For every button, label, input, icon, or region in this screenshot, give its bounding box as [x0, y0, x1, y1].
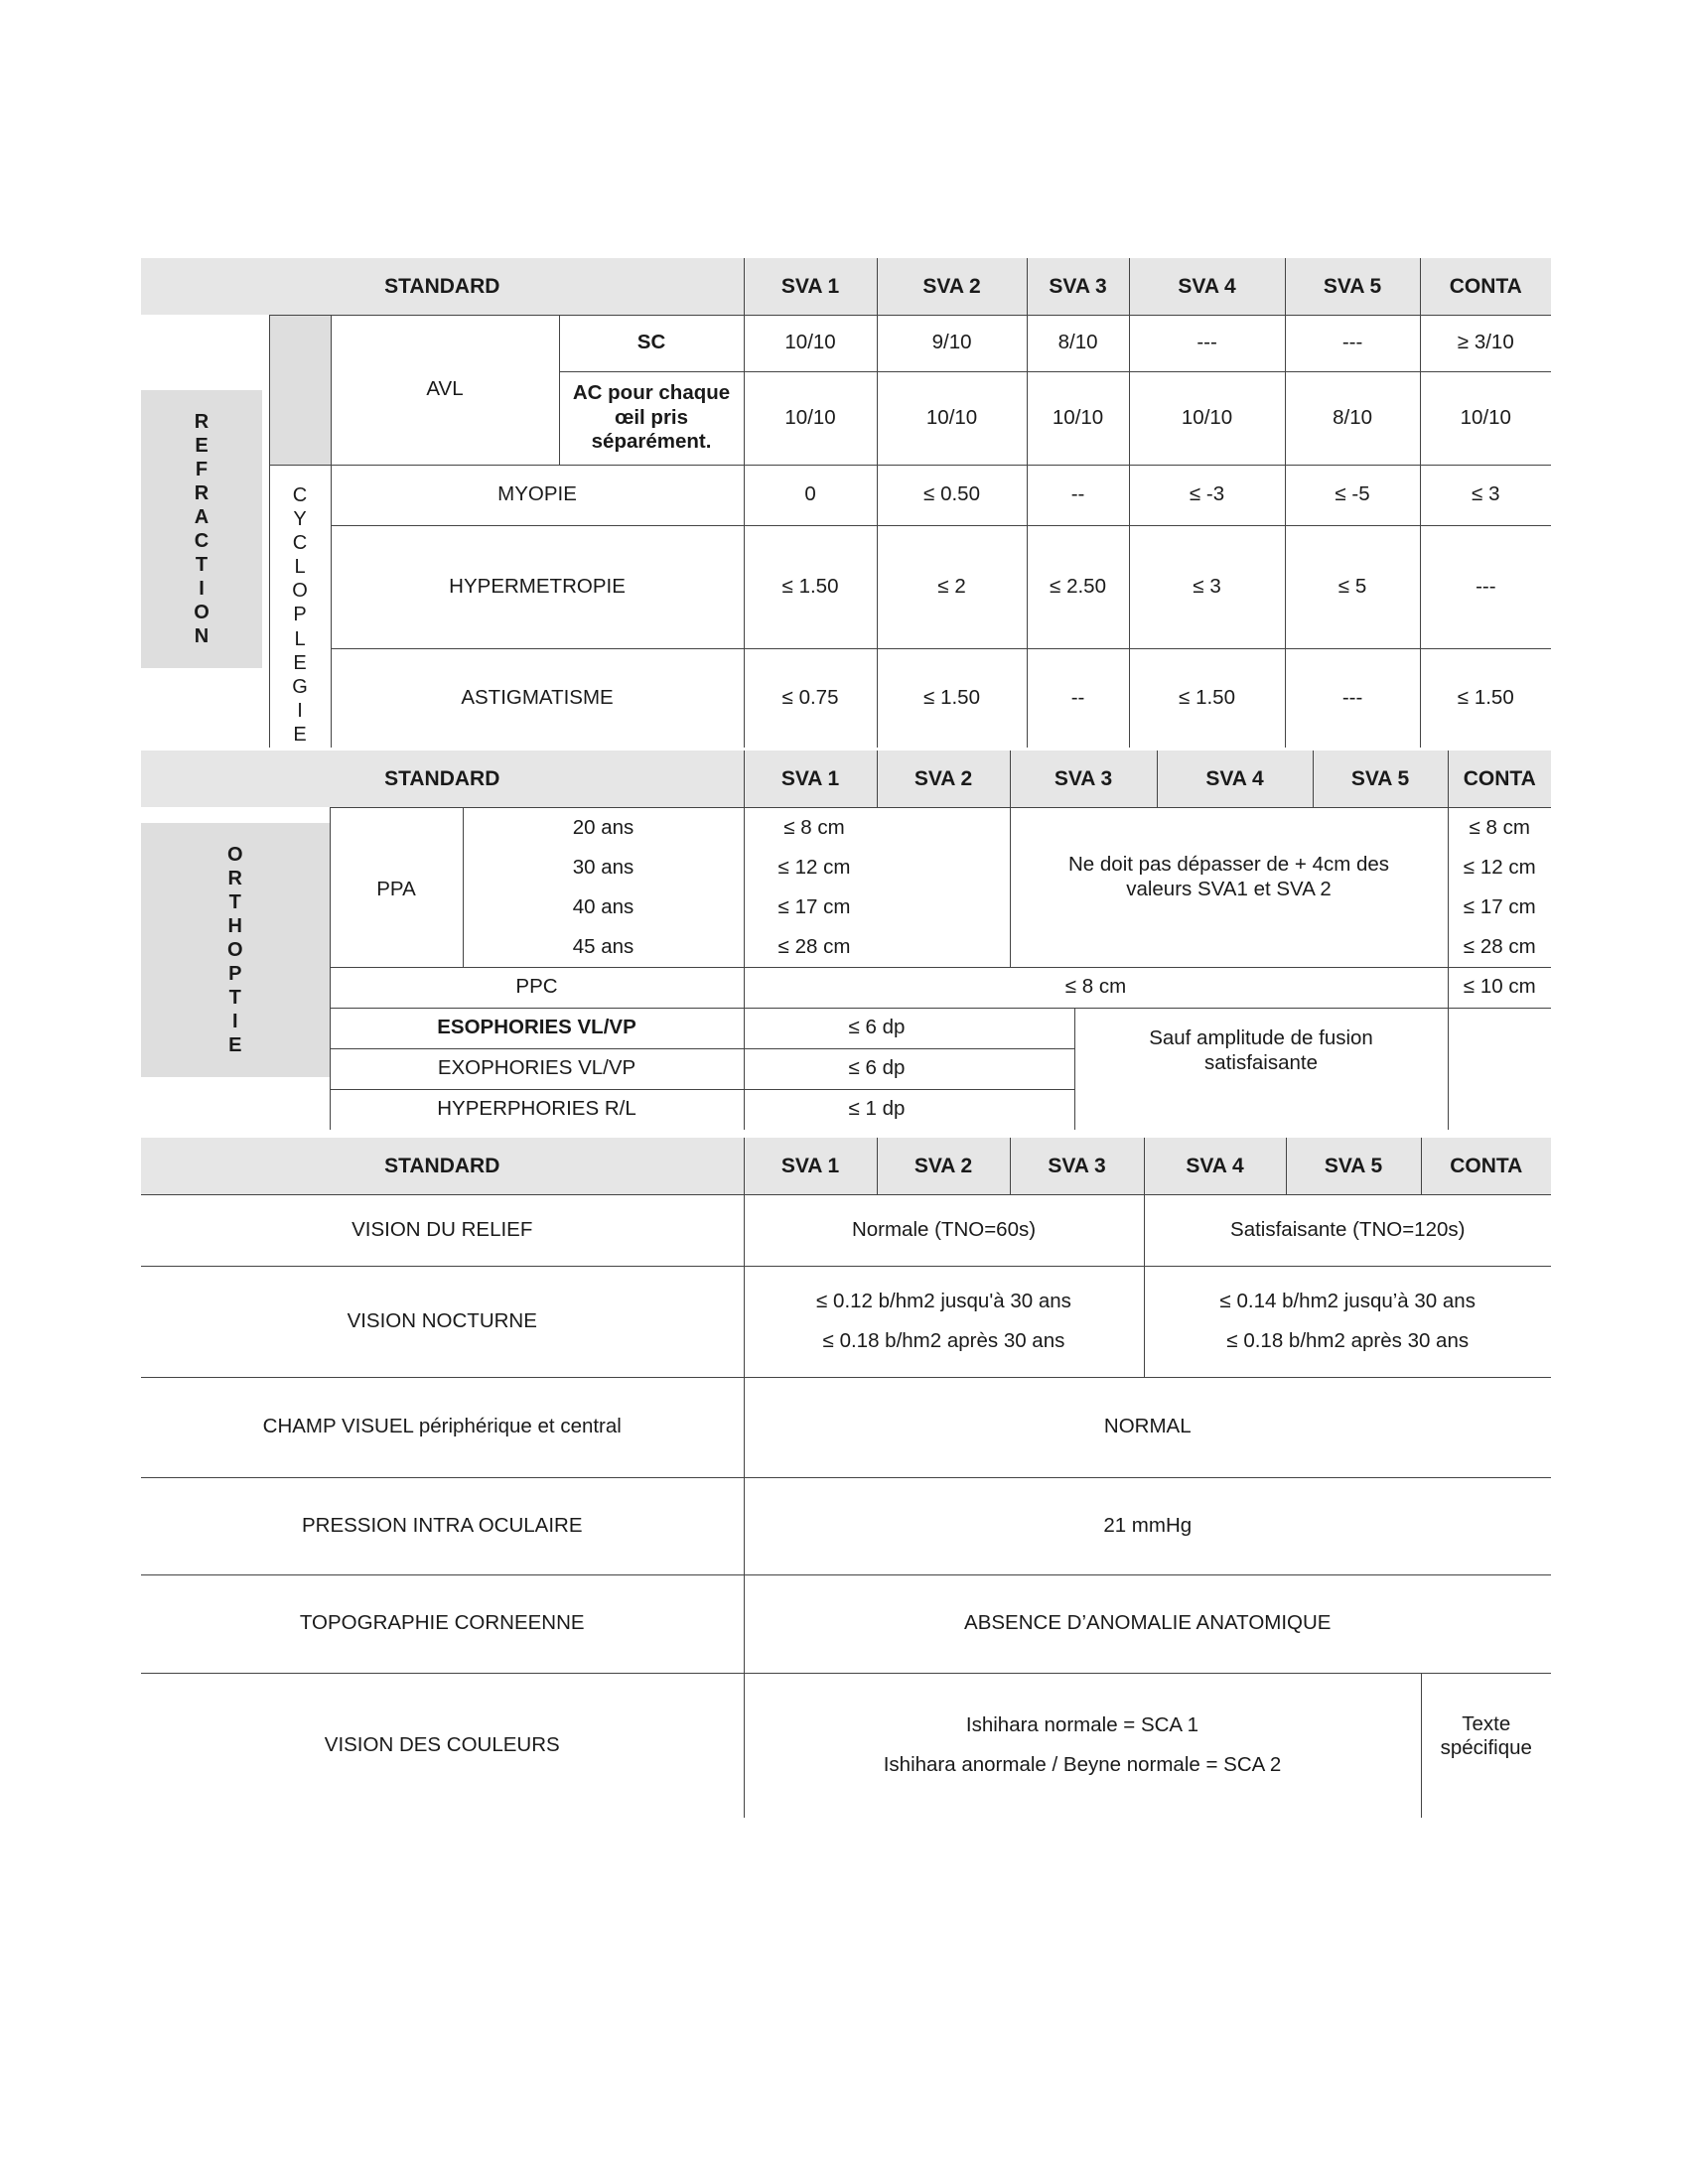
astigmatisme-sva3: -- [1027, 648, 1129, 748]
orthoptie-letter: R [227, 868, 242, 889]
orthoptie-table [141, 751, 1551, 1130]
topographie-value: ABSENCE D’ANOMALIE ANATOMIQUE [744, 1574, 1551, 1673]
cycloplegie-letter: Y [293, 507, 307, 530]
ppa-label: PPA [330, 807, 463, 967]
hypermetropie-sva1: ≤ 1.50 [744, 525, 877, 648]
couleurs-value: Ishihara normale = SCA 1 Ishihara anormale / Beyne normale = SCA 2 [744, 1673, 1421, 1818]
topographie-label: TOPOGRAPHIE CORNEENNE [141, 1574, 744, 1673]
table-row [141, 648, 1551, 748]
refraction-table [141, 258, 1551, 748]
ppa-sva12: ≤ 8 cm ≤ 12 cm ≤ 17 cm ≤ 28 cm [744, 807, 1010, 967]
sc-label: SC [559, 315, 744, 371]
myopie-conta: ≤ 3 [1420, 465, 1551, 525]
orthoptie-header-row [141, 751, 1551, 807]
ac-sva4: 10/10 [1129, 371, 1285, 465]
header-standard: STANDARD [141, 1138, 744, 1194]
cycloplegie-letter: L [294, 627, 306, 650]
pression-row [141, 1477, 1551, 1574]
header-standard: STANDARD [141, 751, 744, 807]
refraction-letter: A [194, 506, 210, 528]
autres-header-row [141, 1138, 1551, 1194]
orthoptie-letter: H [227, 915, 242, 937]
cycloplegie-letter: E [293, 651, 307, 674]
orthoptie-side-label [141, 823, 330, 1077]
header-sva5: SVA 5 [1285, 258, 1420, 315]
orthoptie-letter: I [231, 1011, 238, 1032]
hypermetropie-sva3: ≤ 2.50 [1027, 525, 1129, 648]
autres-table [141, 1138, 1551, 1818]
cycloplegie-letter: O [292, 580, 308, 603]
cycloplegie-cell [269, 465, 331, 748]
header-standard: STANDARD [141, 258, 744, 315]
header-sva1: SVA 1 [744, 751, 877, 807]
refraction-letter: E [195, 435, 209, 457]
avl-gray-cell [269, 315, 331, 465]
ppc-conta: ≤ 10 cm [1448, 967, 1551, 1008]
hyperphories-label: HYPERPHORIES R/L [330, 1089, 744, 1130]
myopie-label: MYOPIE [331, 465, 744, 525]
cycloplegie-letter: I [297, 700, 303, 723]
astigmatisme-sva1: ≤ 0.75 [744, 648, 877, 748]
phorie-row [141, 1008, 1551, 1048]
champ-value: NORMAL [744, 1377, 1551, 1477]
relief-row [141, 1194, 1551, 1266]
ppa-row [141, 807, 1551, 967]
phories-note: Sauf amplitude de fusion satisfaisante [1074, 1008, 1448, 1130]
refraction-letter: O [194, 602, 210, 623]
cycloplegie-letter: G [292, 676, 308, 698]
orthoptie-side-cell [141, 807, 330, 1130]
header-sva4: SVA 4 [1129, 258, 1285, 315]
myopie-sva5: ≤ -5 [1285, 465, 1420, 525]
exophories-value: ≤ 6 dp [744, 1048, 1074, 1089]
table-row [141, 315, 1551, 371]
orthoptie-letter: T [228, 891, 241, 913]
header-sva2: SVA 2 [877, 751, 1010, 807]
hypermetropie-conta: --- [1420, 525, 1551, 648]
refraction-vertical-text [194, 410, 210, 648]
header-sva1: SVA 1 [744, 258, 877, 315]
couleurs-row [141, 1673, 1551, 1818]
myopie-sva3: -- [1027, 465, 1129, 525]
myopie-sva4: ≤ -3 [1129, 465, 1285, 525]
ppa-sva345: Ne doit pas dépasser de + 4cm des valeurs SVA1 et SVA 2 [1010, 807, 1448, 967]
refraction-letter: I [199, 578, 205, 600]
ac-sva2: 10/10 [877, 371, 1027, 465]
ppc-value: ≤ 8 cm [744, 967, 1448, 1008]
refraction-letter: C [194, 530, 210, 552]
astigmatisme-sva4: ≤ 1.50 [1129, 648, 1285, 748]
refraction-letter: R [194, 482, 210, 504]
hypermetropie-sva4: ≤ 3 [1129, 525, 1285, 648]
ppc-row [141, 967, 1551, 1008]
nocturne-row [141, 1266, 1551, 1377]
table-row [141, 465, 1551, 525]
couleurs-label: VISION DES COULEURS [141, 1673, 744, 1818]
header-sva5: SVA 5 [1286, 1138, 1421, 1194]
relief-label: VISION DU RELIEF [141, 1194, 744, 1266]
ppa-ages: 20 ans 30 ans 40 ans 45 ans [463, 807, 744, 967]
cycloplegie-letter: C [292, 531, 308, 554]
sc-sva1: 10/10 [744, 315, 877, 371]
cycloplegie-letter: L [294, 556, 306, 579]
orthoptie-letter: T [228, 987, 241, 1009]
hypermetropie-sva2: ≤ 2 [877, 525, 1027, 648]
header-sva3: SVA 3 [1027, 258, 1129, 315]
orthoptie-letter: O [226, 939, 243, 961]
refraction-letter: N [194, 625, 210, 647]
champ-label: CHAMP VISUEL périphérique et central [141, 1377, 744, 1477]
ac-sva1: 10/10 [744, 371, 877, 465]
cycloplegie-letter: C [292, 483, 308, 506]
astigmatisme-sva2: ≤ 1.50 [877, 648, 1027, 748]
refraction-letter: T [195, 554, 209, 576]
orthoptie-letter: E [228, 1034, 242, 1056]
sc-sva4: --- [1129, 315, 1285, 371]
nocturne-group1: ≤ 0.12 b/hm2 jusqu'à 30 ans ≤ 0.18 b/hm2 après 30 ans [744, 1266, 1144, 1377]
ac-label: AC pour chaque œil pris séparément. [559, 371, 744, 465]
header-sva4: SVA 4 [1157, 751, 1313, 807]
sc-sva3: 8/10 [1027, 315, 1129, 371]
sc-sva2: 9/10 [877, 315, 1027, 371]
ac-sva5: 8/10 [1285, 371, 1420, 465]
hyperphories-value: ≤ 1 dp [744, 1089, 1074, 1130]
ac-conta: 10/10 [1420, 371, 1551, 465]
orthoptie-letter: P [228, 963, 242, 985]
myopie-sva2: ≤ 0.50 [877, 465, 1027, 525]
orthoptie-vertical-text [227, 843, 243, 1057]
table-row [141, 525, 1551, 648]
ac-sva3: 10/10 [1027, 371, 1129, 465]
astigmatisme-sva5: --- [1285, 648, 1420, 748]
header-sva1: SVA 1 [744, 1138, 877, 1194]
sc-sva5: --- [1285, 315, 1420, 371]
header-sva5: SVA 5 [1313, 751, 1448, 807]
header-sva2: SVA 2 [877, 1138, 1010, 1194]
refraction-side-label [141, 390, 262, 668]
exophories-label: EXOPHORIES VL/VP [330, 1048, 744, 1089]
pression-label: PRESSION INTRA OCULAIRE [141, 1477, 744, 1574]
nocturne-label: VISION NOCTURNE [141, 1266, 744, 1377]
header-sva4: SVA 4 [1144, 1138, 1286, 1194]
astigmatisme-label: ASTIGMATISME [331, 648, 744, 748]
esophories-value: ≤ 6 dp [744, 1008, 1074, 1048]
refraction-header-row [141, 258, 1551, 315]
avl-label: AVL [331, 315, 559, 465]
header-sva3: SVA 3 [1010, 1138, 1144, 1194]
hypermetropie-sva5: ≤ 5 [1285, 525, 1420, 648]
cycloplegie-letter: E [293, 724, 307, 747]
cycloplegie-vertical-text [292, 483, 308, 748]
header-sva3: SVA 3 [1010, 751, 1157, 807]
refraction-side-cell [141, 315, 262, 748]
sc-conta: ≥ 3/10 [1420, 315, 1551, 371]
topographie-row [141, 1574, 1551, 1673]
cycloplegie-letter: P [293, 604, 307, 626]
hypermetropie-label: HYPERMETROPIE [331, 525, 744, 648]
orthoptie-letter: O [226, 844, 243, 866]
header-sva2: SVA 2 [877, 258, 1027, 315]
refraction-letter: R [194, 411, 210, 433]
myopie-sva1: 0 [744, 465, 877, 525]
astigmatisme-conta: ≤ 1.50 [1420, 648, 1551, 748]
header-conta: CONTA [1448, 751, 1551, 807]
couleurs-conta: Texte spécifique [1421, 1673, 1551, 1818]
ppa-conta: ≤ 8 cm ≤ 12 cm ≤ 17 cm ≤ 28 cm [1448, 807, 1551, 967]
pression-value: 21 mmHg [744, 1477, 1551, 1574]
header-conta: CONTA [1420, 258, 1551, 315]
refraction-letter: F [195, 459, 209, 480]
esophories-label: ESOPHORIES VL/VP [330, 1008, 744, 1048]
relief-group2: Satisfaisante (TNO=120s) [1144, 1194, 1551, 1266]
nocturne-group2: ≤ 0.14 b/hm2 jusqu’à 30 ans ≤ 0.18 b/hm2 après 30 ans [1144, 1266, 1551, 1377]
ppc-label: PPC [330, 967, 744, 1008]
relief-group1: Normale (TNO=60s) [744, 1194, 1144, 1266]
champ-row [141, 1377, 1551, 1477]
header-conta: CONTA [1421, 1138, 1551, 1194]
